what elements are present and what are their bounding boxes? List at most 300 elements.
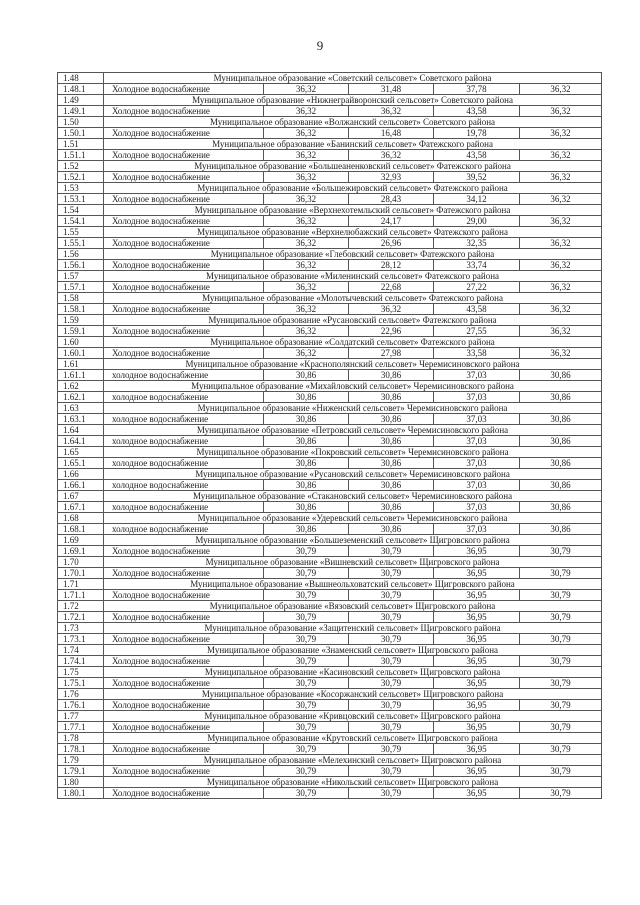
tariff-value-4: 30,79 — [520, 744, 602, 755]
sub-row-number: 1.70.1 — [58, 568, 104, 579]
tariff-row — [58, 216, 602, 227]
tariff-value-4: 36,32 — [520, 84, 602, 95]
row-number: 1.79 — [58, 755, 104, 766]
tariff-value-3: 27,55 — [434, 326, 520, 337]
sub-row-number: 1.79.1 — [58, 766, 104, 777]
tariff-row — [58, 612, 602, 623]
tariff-value-1: 36,32 — [264, 106, 349, 117]
tariff-value-2: 30,86 — [349, 524, 434, 535]
tariff-row — [58, 546, 602, 557]
tariff-value-2: 30,79 — [349, 766, 434, 777]
tariff-value-1: 30,79 — [264, 568, 349, 579]
municipality-row — [58, 183, 602, 194]
municipality-row — [58, 425, 602, 436]
tariff-value-2: 30,86 — [349, 370, 434, 381]
municipality-title: Муниципальное образование «Глебовский сельсовет» Фатежского района — [104, 249, 602, 260]
tariff-row — [58, 788, 602, 799]
sub-row-number: 1.50.1 — [58, 128, 104, 139]
service-kind: холодное водоснабжение — [104, 370, 264, 381]
tariff-row — [58, 436, 602, 447]
tariff-value-2: 30,86 — [349, 502, 434, 513]
municipality-row — [58, 777, 602, 788]
sub-row-number: 1.65.1 — [58, 458, 104, 469]
sub-row-number: 1.66.1 — [58, 480, 104, 491]
service-kind: Холодное водоснабжение — [104, 304, 264, 315]
tariff-value-4: 30,79 — [520, 656, 602, 667]
tariff-value-1: 30,86 — [264, 502, 349, 513]
row-number: 1.66 — [58, 469, 104, 480]
service-kind: холодное водоснабжение — [104, 480, 264, 491]
municipality-row — [58, 117, 602, 128]
tariff-value-3: 36,95 — [434, 634, 520, 645]
service-kind: холодное водоснабжение — [104, 502, 264, 513]
sub-row-number: 1.54.1 — [58, 216, 104, 227]
municipality-title: Муниципальное образование «Знаменский сельсовет» Щигровского района — [104, 645, 602, 656]
tariff-value-3: 37,03 — [434, 524, 520, 535]
tariff-value-3: 37,03 — [434, 502, 520, 513]
tariff-value-3: 43,58 — [434, 304, 520, 315]
row-number: 1.55 — [58, 227, 104, 238]
sub-row-number: 1.49.1 — [58, 106, 104, 117]
tariff-value-3: 36,95 — [434, 744, 520, 755]
municipality-title: Муниципальное образование «Русановский сельсовет» Черемисиновского района — [104, 469, 602, 480]
tariff-value-2: 32,93 — [349, 172, 434, 183]
sub-row-number: 1.48.1 — [58, 84, 104, 95]
tariff-value-4: 30,79 — [520, 766, 602, 777]
tariff-value-2: 30,86 — [349, 436, 434, 447]
tariff-value-3: 37,03 — [434, 436, 520, 447]
tariff-value-1: 30,79 — [264, 590, 349, 601]
tariff-value-4: 36,32 — [520, 172, 602, 183]
service-kind: Холодное водоснабжение — [104, 568, 264, 579]
tariff-row — [58, 150, 602, 161]
sub-row-number: 1.64.1 — [58, 436, 104, 447]
tariff-value-2: 30,79 — [349, 700, 434, 711]
tariff-value-3: 36,95 — [434, 766, 520, 777]
tariff-row — [58, 84, 602, 95]
municipality-title: Муниципальное образование «Большеземенский сельсовет» Щигровского района — [104, 535, 602, 546]
tariff-value-3: 39,52 — [434, 172, 520, 183]
municipality-row — [58, 73, 602, 84]
tariff-value-2: 30,79 — [349, 612, 434, 623]
tariff-value-4: 30,79 — [520, 678, 602, 689]
service-kind: Холодное водоснабжение — [104, 106, 264, 117]
tariff-row — [58, 502, 602, 513]
tariff-value-3: 37,03 — [434, 458, 520, 469]
tariff-row — [58, 458, 602, 469]
tariff-value-1: 36,32 — [264, 216, 349, 227]
row-number: 1.62 — [58, 381, 104, 392]
service-kind: Холодное водоснабжение — [104, 172, 264, 183]
municipality-row — [58, 161, 602, 172]
service-kind: Холодное водоснабжение — [104, 590, 264, 601]
sub-row-number: 1.62.1 — [58, 392, 104, 403]
row-number: 1.57 — [58, 271, 104, 282]
sub-row-number: 1.69.1 — [58, 546, 104, 557]
tariff-value-4: 36,32 — [520, 106, 602, 117]
municipality-row — [58, 315, 602, 326]
row-number: 1.77 — [58, 711, 104, 722]
tariff-value-4: 36,32 — [520, 260, 602, 271]
municipality-title: Муниципальное образование «Вышнеольховатский сельсовет» Щигровского района — [104, 579, 602, 590]
tariff-value-2: 30,79 — [349, 788, 434, 799]
municipality-title: Муниципальное образование «Удеревский сельсовет» Черемисиновского района — [104, 513, 602, 524]
row-number: 1.72 — [58, 601, 104, 612]
tariff-value-1: 30,79 — [264, 766, 349, 777]
service-kind: Холодное водоснабжение — [104, 216, 264, 227]
tariff-value-4: 30,79 — [520, 634, 602, 645]
sub-row-number: 1.67.1 — [58, 502, 104, 513]
municipality-title: Муниципальное образование «Банинский сельсовет» Фатежского района — [104, 139, 602, 150]
row-number: 1.59 — [58, 315, 104, 326]
sub-row-number: 1.55.1 — [58, 238, 104, 249]
tariff-value-1: 30,86 — [264, 392, 349, 403]
municipality-title: Муниципальное образование «Покровский сельсовет» Черемисиновского района — [104, 447, 602, 458]
tariff-row — [58, 590, 602, 601]
tariff-value-1: 36,32 — [264, 348, 349, 359]
tariff-value-3: 36,95 — [434, 788, 520, 799]
municipality-title: Муниципальное образование «Никольский сельсовет» Щигровского района — [104, 777, 602, 788]
sub-row-number: 1.59.1 — [58, 326, 104, 337]
service-kind: Холодное водоснабжение — [104, 84, 264, 95]
row-number: 1.73 — [58, 623, 104, 634]
tariff-value-1: 36,32 — [264, 194, 349, 205]
service-kind: Холодное водоснабжение — [104, 260, 264, 271]
tariff-row — [58, 348, 602, 359]
sub-row-number: 1.80.1 — [58, 788, 104, 799]
tariff-value-2: 30,86 — [349, 480, 434, 491]
tariff-value-3: 37,78 — [434, 84, 520, 95]
row-number: 1.68 — [58, 513, 104, 524]
tariff-row — [58, 766, 602, 777]
row-number: 1.63 — [58, 403, 104, 414]
tariff-value-2: 30,86 — [349, 414, 434, 425]
row-number: 1.56 — [58, 249, 104, 260]
row-number: 1.78 — [58, 733, 104, 744]
sub-row-number: 1.78.1 — [58, 744, 104, 755]
municipality-title: Муниципальное образование «Ниженский сельсовет» Черемисиновского района — [104, 403, 602, 414]
municipality-title: Муниципальное образование «Михайловский сельсовет» Черемисиновского района — [104, 381, 602, 392]
tariff-value-2: 30,79 — [349, 722, 434, 733]
sub-row-number: 1.51.1 — [58, 150, 104, 161]
sub-row-number: 1.60.1 — [58, 348, 104, 359]
tariff-value-3: 37,03 — [434, 480, 520, 491]
tariff-value-3: 34,12 — [434, 194, 520, 205]
sub-row-number: 1.73.1 — [58, 634, 104, 645]
municipality-row — [58, 535, 602, 546]
tariff-value-3: 36,95 — [434, 722, 520, 733]
tariff-value-3: 36,95 — [434, 546, 520, 557]
row-number: 1.74 — [58, 645, 104, 656]
municipality-row — [58, 337, 602, 348]
tariff-value-4: 30,86 — [520, 480, 602, 491]
sub-row-number: 1.74.1 — [58, 656, 104, 667]
tariff-row — [58, 414, 602, 425]
tariff-value-4: 30,79 — [520, 590, 602, 601]
tariff-row — [58, 634, 602, 645]
tariff-row — [58, 128, 602, 139]
tariff-value-1: 36,32 — [264, 150, 349, 161]
municipality-title: Муниципальное образование «Мелехинский сельсовет» Щигровского района — [104, 755, 602, 766]
municipality-title: Муниципальное образование «Вязовский сельсовет» Щигровского района — [104, 601, 602, 612]
service-kind: Холодное водоснабжение — [104, 326, 264, 337]
municipality-title: Муниципальное образование «Касиновский сельсовет» Щигровского района — [104, 667, 602, 678]
tariff-value-1: 30,79 — [264, 700, 349, 711]
municipality-row — [58, 293, 602, 304]
service-kind: холодное водоснабжение — [104, 392, 264, 403]
tariff-value-3: 43,58 — [434, 106, 520, 117]
row-number: 1.58 — [58, 293, 104, 304]
service-kind: Холодное водоснабжение — [104, 700, 264, 711]
tariff-value-2: 24,17 — [349, 216, 434, 227]
tariff-value-2: 28,43 — [349, 194, 434, 205]
row-number: 1.69 — [58, 535, 104, 546]
sub-row-number: 1.68.1 — [58, 524, 104, 535]
tariff-row — [58, 568, 602, 579]
tariff-row — [58, 172, 602, 183]
sub-row-number: 1.72.1 — [58, 612, 104, 623]
tariff-value-3: 37,03 — [434, 392, 520, 403]
tariff-value-1: 36,32 — [264, 326, 349, 337]
sub-row-number: 1.53.1 — [58, 194, 104, 205]
tariff-row — [58, 260, 602, 271]
municipality-title: Муниципальное образование «Солдатский сельсовет» Фатежского района — [104, 337, 602, 348]
municipality-title: Муниципальное образование «Кривцовский сельсовет» Щигровского района — [104, 711, 602, 722]
tariff-value-2: 22,68 — [349, 282, 434, 293]
tariff-value-2: 30,86 — [349, 392, 434, 403]
tariff-value-2: 22,96 — [349, 326, 434, 337]
tariff-value-2: 26,96 — [349, 238, 434, 249]
row-number: 1.67 — [58, 491, 104, 502]
tariff-value-1: 30,79 — [264, 634, 349, 645]
municipality-row — [58, 623, 602, 634]
municipality-row — [58, 491, 602, 502]
row-number: 1.75 — [58, 667, 104, 678]
municipality-row — [58, 227, 602, 238]
municipality-row — [58, 733, 602, 744]
row-number: 1.65 — [58, 447, 104, 458]
tariff-value-3: 36,95 — [434, 656, 520, 667]
sub-row-number: 1.76.1 — [58, 700, 104, 711]
municipality-row — [58, 557, 602, 568]
tariff-value-4: 30,86 — [520, 414, 602, 425]
tariff-value-3: 37,03 — [434, 414, 520, 425]
row-number: 1.61 — [58, 359, 104, 370]
row-number: 1.64 — [58, 425, 104, 436]
service-kind: Холодное водоснабжение — [104, 238, 264, 249]
municipality-row — [58, 689, 602, 700]
municipality-title: Муниципальное образование «Большежировский сельсовет» Фатежского района — [104, 183, 602, 194]
tariff-row — [58, 282, 602, 293]
row-number: 1.51 — [58, 139, 104, 150]
tariff-table — [57, 72, 602, 799]
row-number: 1.60 — [58, 337, 104, 348]
tariff-value-4: 30,79 — [520, 788, 602, 799]
service-kind: Холодное водоснабжение — [104, 194, 264, 205]
tariff-row — [58, 722, 602, 733]
tariff-value-2: 30,79 — [349, 590, 434, 601]
sub-row-number: 1.58.1 — [58, 304, 104, 315]
sub-row-number: 1.56.1 — [58, 260, 104, 271]
row-number: 1.52 — [58, 161, 104, 172]
tariff-value-4: 36,32 — [520, 194, 602, 205]
tariff-value-3: 43,58 — [434, 150, 520, 161]
tariff-row — [58, 326, 602, 337]
tariff-value-1: 36,32 — [264, 128, 349, 139]
service-kind: Холодное водоснабжение — [104, 722, 264, 733]
municipality-title: Муниципальное образование «Петровский сельсовет» Черемисиновского района — [104, 425, 602, 436]
sub-row-number: 1.71.1 — [58, 590, 104, 601]
municipality-row — [58, 139, 602, 150]
row-number: 1.50 — [58, 117, 104, 128]
tariff-row — [58, 480, 602, 491]
service-kind: Холодное водоснабжение — [104, 744, 264, 755]
tariff-value-2: 30,79 — [349, 634, 434, 645]
tariff-value-4: 30,86 — [520, 436, 602, 447]
municipality-title: Муниципальное образование «Защитенский сельсовет» Щигровского района — [104, 623, 602, 634]
tariff-value-4: 36,32 — [520, 282, 602, 293]
tariff-value-3: 33,74 — [434, 260, 520, 271]
municipality-row — [58, 579, 602, 590]
tariff-value-3: 19,78 — [434, 128, 520, 139]
tariff-value-1: 30,79 — [264, 546, 349, 557]
municipality-row — [58, 711, 602, 722]
sub-row-number: 1.57.1 — [58, 282, 104, 293]
tariff-value-4: 36,32 — [520, 150, 602, 161]
tariff-value-4: 30,79 — [520, 700, 602, 711]
tariff-row — [58, 370, 602, 381]
service-kind: Холодное водоснабжение — [104, 656, 264, 667]
tariff-value-2: 28,12 — [349, 260, 434, 271]
tariff-value-2: 16,48 — [349, 128, 434, 139]
municipality-title: Муниципальное образование «Краснополянский сельсовет» Черемисиновского района — [104, 359, 602, 370]
tariff-value-1: 36,32 — [264, 260, 349, 271]
tariff-value-2: 30,79 — [349, 546, 434, 557]
municipality-row — [58, 667, 602, 678]
tariff-value-2: 30,79 — [349, 656, 434, 667]
tariff-value-1: 30,79 — [264, 612, 349, 623]
municipality-row — [58, 755, 602, 766]
tariff-value-2: 36,32 — [349, 304, 434, 315]
tariff-value-4: 30,79 — [520, 612, 602, 623]
tariff-value-3: 36,95 — [434, 612, 520, 623]
tariff-row — [58, 392, 602, 403]
tariff-row — [58, 524, 602, 535]
tariff-value-4: 30,86 — [520, 392, 602, 403]
row-number: 1.54 — [58, 205, 104, 216]
sub-row-number: 1.77.1 — [58, 722, 104, 733]
tariff-value-4: 30,79 — [520, 568, 602, 579]
tariff-value-1: 30,79 — [264, 656, 349, 667]
service-kind: холодное водоснабжение — [104, 414, 264, 425]
municipality-title: Муниципальное образование «Стакановский сельсовет» Черемисиновского района — [104, 491, 602, 502]
tariff-value-2: 36,32 — [349, 106, 434, 117]
tariff-value-4: 30,79 — [520, 722, 602, 733]
municipality-row — [58, 513, 602, 524]
tariff-value-1: 36,32 — [264, 84, 349, 95]
tariff-row — [58, 678, 602, 689]
sub-row-number: 1.61.1 — [58, 370, 104, 381]
tariff-value-2: 30,79 — [349, 568, 434, 579]
row-number: 1.71 — [58, 579, 104, 590]
municipality-title: Муниципальное образование «Волжанский сельсовет» Советского района — [104, 117, 602, 128]
row-number: 1.76 — [58, 689, 104, 700]
tariff-value-2: 30,79 — [349, 678, 434, 689]
service-kind: Холодное водоснабжение — [104, 150, 264, 161]
municipality-row — [58, 645, 602, 656]
service-kind: Холодное водоснабжение — [104, 546, 264, 557]
service-kind: Холодное водоснабжение — [104, 128, 264, 139]
tariff-value-4: 36,32 — [520, 348, 602, 359]
municipality-row — [58, 359, 602, 370]
tariff-value-1: 30,86 — [264, 414, 349, 425]
tariff-value-1: 30,86 — [264, 370, 349, 381]
sub-row-number: 1.52.1 — [58, 172, 104, 183]
page-number: 9 — [316, 38, 324, 53]
municipality-title: Муниципальное образование «Нижнеграйворонский сельсовет» Советского района — [104, 95, 602, 106]
tariff-value-3: 29,00 — [434, 216, 520, 227]
tariff-value-4: 36,32 — [520, 326, 602, 337]
tariff-value-3: 33,58 — [434, 348, 520, 359]
row-number: 1.48 — [58, 73, 104, 84]
tariff-row — [58, 656, 602, 667]
municipality-row — [58, 447, 602, 458]
municipality-row — [58, 249, 602, 260]
service-kind: Холодное водоснабжение — [104, 634, 264, 645]
tariff-value-2: 27,98 — [349, 348, 434, 359]
service-kind: Холодное водоснабжение — [104, 348, 264, 359]
tariff-value-3: 36,95 — [434, 568, 520, 579]
row-number: 1.53 — [58, 183, 104, 194]
row-number: 1.80 — [58, 777, 104, 788]
municipality-title: Муниципальное образование «Верхнелюбажский сельсовет» Фатежского района — [104, 227, 602, 238]
municipality-title: Муниципальное образование «Большеаненковский сельсовет» Фатежского района — [104, 161, 602, 172]
service-kind: Холодное водоснабжение — [104, 612, 264, 623]
tariff-row — [58, 744, 602, 755]
tariff-value-4: 36,32 — [520, 128, 602, 139]
tariff-value-1: 30,79 — [264, 722, 349, 733]
tariff-value-2: 31,48 — [349, 84, 434, 95]
row-number: 1.70 — [58, 557, 104, 568]
service-kind: Холодное водоснабжение — [104, 766, 264, 777]
tariff-value-3: 27,22 — [434, 282, 520, 293]
service-kind: холодное водоснабжение — [104, 458, 264, 469]
municipality-title: Муниципальное образование «Верхнехотемльский сельсовет» Фатежского района — [104, 205, 602, 216]
tariff-value-1: 30,79 — [264, 744, 349, 755]
tariff-row — [58, 304, 602, 315]
tariff-row — [58, 194, 602, 205]
tariff-value-3: 36,95 — [434, 700, 520, 711]
municipality-row — [58, 381, 602, 392]
municipality-row — [58, 271, 602, 282]
tariff-value-1: 30,86 — [264, 524, 349, 535]
tariff-value-2: 36,32 — [349, 150, 434, 161]
tariff-value-4: 30,86 — [520, 370, 602, 381]
tariff-value-2: 30,86 — [349, 458, 434, 469]
municipality-title: Муниципальное образование «Русановский сельсовет» Фатежского района — [104, 315, 602, 326]
row-number: 1.49 — [58, 95, 104, 106]
tariff-row — [58, 238, 602, 249]
tariff-value-3: 32,35 — [434, 238, 520, 249]
tariff-value-4: 30,86 — [520, 458, 602, 469]
tariff-value-1: 36,32 — [264, 238, 349, 249]
municipality-title: Муниципальное образование «Миленинский сельсовет» Фатежского района — [104, 271, 602, 282]
tariff-value-4: 30,86 — [520, 524, 602, 535]
municipality-title: Муниципальное образование «Советский сельсовет» Советского района — [104, 73, 602, 84]
tariff-value-3: 36,95 — [434, 678, 520, 689]
municipality-row — [58, 95, 602, 106]
tariff-value-1: 30,79 — [264, 788, 349, 799]
